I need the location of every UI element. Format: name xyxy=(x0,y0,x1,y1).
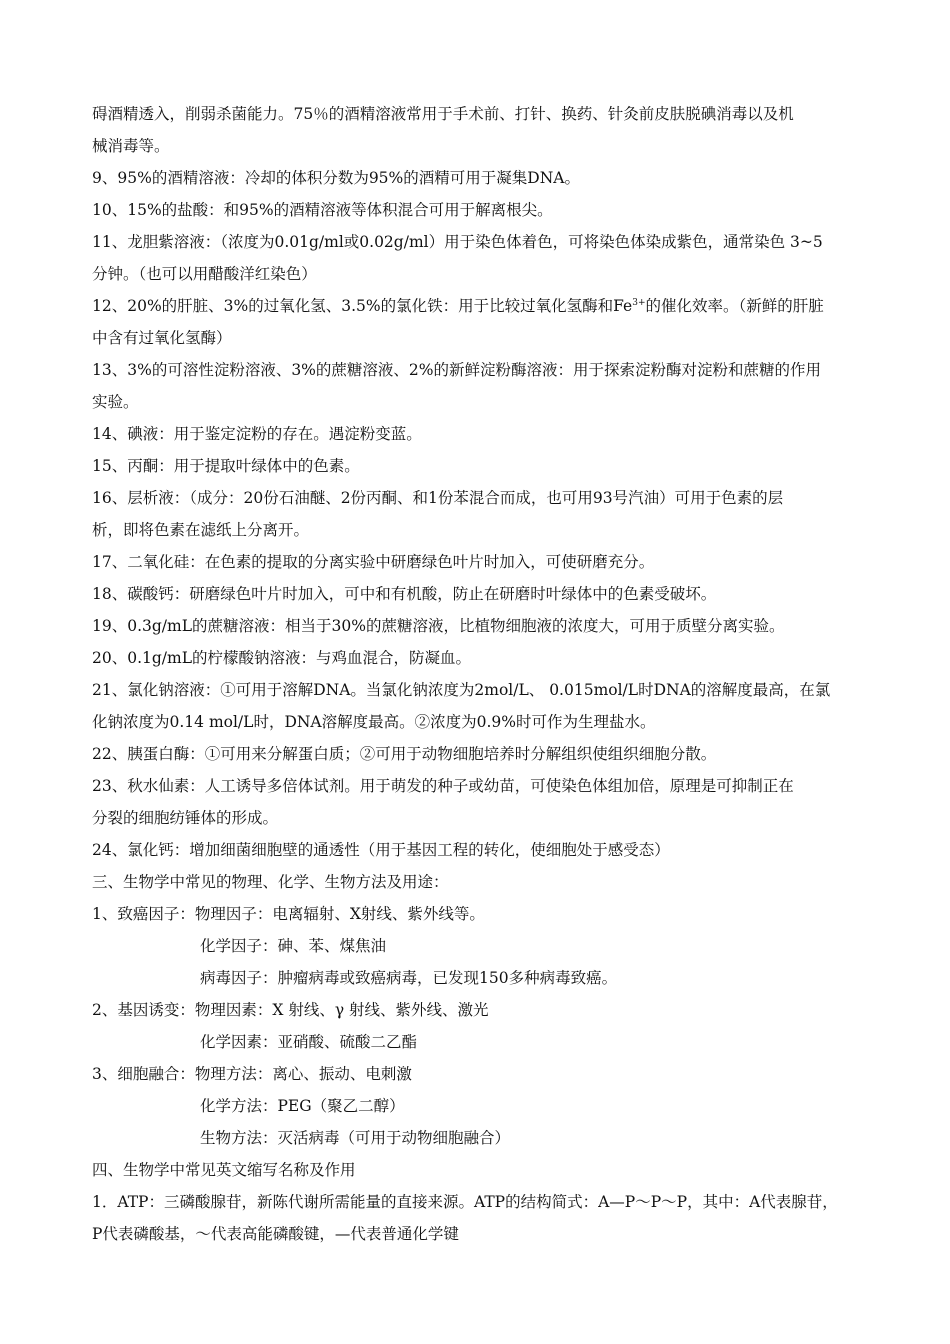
text-line: 15、丙酮：用于提取叶绿体中的色素。 xyxy=(92,457,360,475)
text-line: 化学因子：砷、苯、煤焦油 xyxy=(200,937,387,955)
line12-tail: 的催化效率。（新鲜的肝脏 xyxy=(645,297,824,315)
text-line: 化学因素：亚硝酸、硫酸二乙酯 xyxy=(200,1033,418,1051)
text-line: 17、二氧化硅：在色素的提取的分离实验中研磨绿色叶片时加入，可使研磨充分。 xyxy=(92,553,655,571)
text-line: 析，即将色素在滤纸上分离开。 xyxy=(92,521,310,539)
text-line: 16、层析液：（成分：20份石油醚、2份丙酮、和1份苯混合而成，也可用93号汽油）可用于色素的层 xyxy=(92,489,784,507)
text-line: 病毒因子：肿瘤病毒或致癌病毒，已发现150多种病毒致癌。 xyxy=(200,969,618,987)
text-line: 24、氯化钙：增加细菌细胞壁的通透性（用于基因工程的转化，使细胞处于感受态） xyxy=(92,841,670,859)
text-line: 20、0.1g/mL的柠檬酸钠溶液：与鸡血混合，防凝血。 xyxy=(92,649,472,667)
text-line: 生物方法：灭活病毒（可用于动物细胞融合） xyxy=(200,1129,511,1147)
text-line: 分裂的细胞纺锤体的形成。 xyxy=(92,809,279,827)
text-line: 14、碘液：用于鉴定淀粉的存在。遇淀粉变蓝。 xyxy=(92,425,422,443)
text-line: 23、秋水仙素：人工诱导多倍体试剂。用于萌发的种子或幼苗，可使染色体组加倍，原理是可抑制正在 xyxy=(92,777,794,795)
text-line: 化学方法：PEG（聚乙二醇） xyxy=(200,1097,405,1115)
text-line: 1．ATP：三磷酸腺苷，新陈代谢所需能量的直接来源。ATP的结构简式：A—P～P～P，其中：A代表腺苷， xyxy=(92,1193,838,1211)
text-line: 化钠浓度为0.14 mol/L时，DNA溶解度最高。②浓度为0.9%时可作为生理盐水。 xyxy=(92,713,656,731)
text-line: 中含有过氧化氢酶） xyxy=(92,329,232,347)
text-line: 碍酒精透入，削弱杀菌能力。75％的酒精溶液常用于手术前、打针、换药、针灸前皮肤脱碘消毒以及机 xyxy=(92,105,794,123)
text-line: 13、3%的可溶性淀粉溶液、3%的蔗糖溶液、2%的新鲜淀粉酶溶液：用于探索淀粉酶对淀粉和蔗糖的作用 xyxy=(92,361,821,379)
text-line: 22、胰蛋白酶：①可用来分解蛋白质；②可用于动物细胞培养时分解组织使组织细胞分散。 xyxy=(92,745,717,763)
line12-text: 12、20%的肝脏、3%的过氧化氢、3.5%的氯化铁：用于比较过氧化氢酶和Fe xyxy=(92,297,633,315)
text-line: 9、95%的酒精溶液：冷却的体积分数为95%的酒精可用于凝集DNA。 xyxy=(92,169,580,187)
text-line: 11、龙胆紫溶液：（浓度为0.01g/ml或0.02g/ml）用于染色体着色，可将染色体染成紫色，通常染色 3~5 xyxy=(92,233,823,251)
text-line: P代表磷酸基，～代表高能磷酸键，—代表普通化学键 xyxy=(92,1225,459,1243)
text-line: 械消毒等。 xyxy=(92,137,170,155)
text-line: 1、致癌因子：物理因子：电离辐射、X射线、紫外线等。 xyxy=(92,905,485,923)
ion-charge-superscript: 3+ xyxy=(632,298,646,308)
text-line: 18、碳酸钙：研磨绿色叶片时加入，可中和有机酸，防止在研磨时叶绿体中的色素受破坏。 xyxy=(92,585,717,603)
text-line: 3、细胞融合：物理方法：离心、振动、电刺激 xyxy=(92,1065,412,1083)
section-heading: 四、生物学中常见英文缩写名称及作用 xyxy=(92,1161,356,1179)
text-line: 19、0.3g/mL的蔗糖溶液：相当于30%的蔗糖溶液，比植物细胞液的浓度大，可用于质壁分离实验。 xyxy=(92,617,785,635)
text-line: 分钟。（也可以用醋酸洋红染色） xyxy=(92,265,317,283)
text-line-with-superscript xyxy=(92,296,872,316)
section-heading: 三、生物学中常见的物理、化学、生物方法及用途： xyxy=(92,873,449,891)
text-line: 2、基因诱变：物理因素：X 射线、γ 射线、紫外线、激光 xyxy=(92,1001,489,1019)
text-line: 实验。 xyxy=(92,393,139,411)
text-line: 21、氯化钠溶液：①可用于溶解DNA。当氯化钠浓度为2mol/L、 0.015mol/L时DNA的溶解度最高，在氯 xyxy=(92,681,831,699)
text-line: 10、15%的盐酸：和95%的酒精溶液等体积混合可用于解离根尖。 xyxy=(92,201,553,219)
